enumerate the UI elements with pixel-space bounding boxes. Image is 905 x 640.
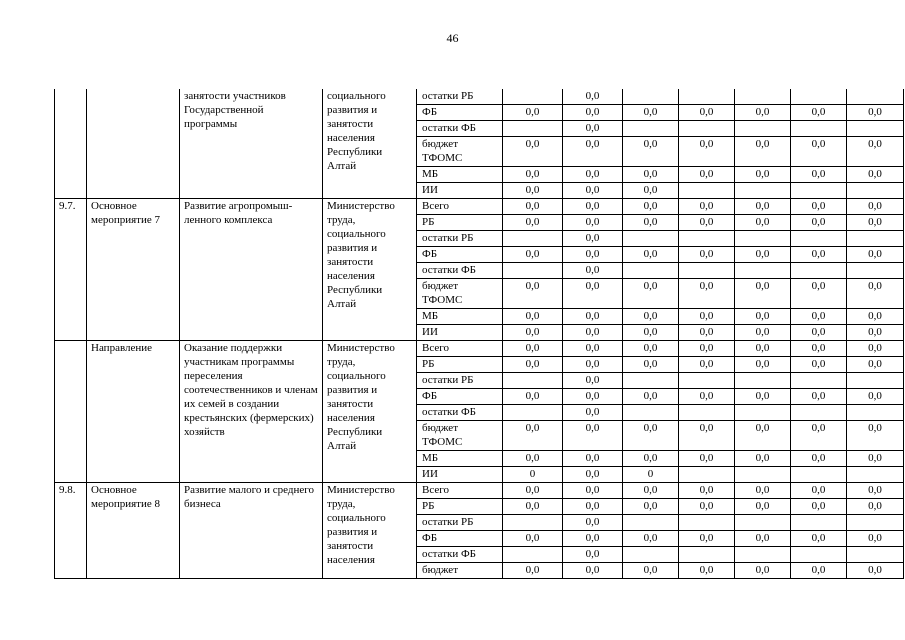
value-cell: 0,0 xyxy=(791,563,847,579)
value-cell: 0,0 xyxy=(791,325,847,341)
value-cell: 0,0 xyxy=(679,215,735,231)
value-cell: 0,0 xyxy=(679,421,735,451)
funding-source-cell: ФБ xyxy=(417,105,503,121)
value-cell: 0,0 xyxy=(503,137,563,167)
value-cell xyxy=(791,467,847,483)
value-cell xyxy=(679,515,735,531)
value-cell xyxy=(847,467,904,483)
value-cell xyxy=(735,231,791,247)
value-cell: 0,0 xyxy=(735,137,791,167)
value-cell xyxy=(735,183,791,199)
value-cell xyxy=(847,547,904,563)
value-cell: 0,0 xyxy=(563,309,623,325)
value-cell: 0,0 xyxy=(735,531,791,547)
value-cell xyxy=(503,231,563,247)
value-cell: 0,0 xyxy=(791,451,847,467)
value-cell: 0,0 xyxy=(679,483,735,499)
value-cell xyxy=(847,121,904,137)
value-cell xyxy=(679,121,735,137)
value-cell: 0,0 xyxy=(735,199,791,215)
value-cell: 0,0 xyxy=(563,167,623,183)
value-cell: 0,0 xyxy=(503,183,563,199)
value-cell xyxy=(735,547,791,563)
funding-source-cell: остатки ФБ xyxy=(417,547,503,563)
value-cell xyxy=(791,89,847,105)
value-cell: 0,0 xyxy=(847,247,904,263)
value-cell xyxy=(503,405,563,421)
value-cell xyxy=(847,405,904,421)
value-cell xyxy=(623,231,679,247)
value-cell xyxy=(679,405,735,421)
value-cell: 0,0 xyxy=(735,325,791,341)
value-cell xyxy=(623,121,679,137)
executor-cell: социального развития и занятости населения Республики Алтай xyxy=(323,89,417,199)
value-cell: 0,0 xyxy=(735,499,791,515)
value-cell xyxy=(735,405,791,421)
value-cell: 0,0 xyxy=(563,121,623,137)
funding-source-cell: МБ xyxy=(417,451,503,467)
value-cell: 0,0 xyxy=(791,499,847,515)
value-cell: 0,0 xyxy=(735,247,791,263)
value-cell: 0,0 xyxy=(791,279,847,309)
value-cell: 0,0 xyxy=(679,341,735,357)
value-cell: 0,0 xyxy=(563,215,623,231)
budget-table xyxy=(54,89,904,579)
funding-source-cell: ИИ xyxy=(417,325,503,341)
value-cell: 0,0 xyxy=(623,183,679,199)
value-cell: 0,0 xyxy=(791,531,847,547)
value-cell xyxy=(791,547,847,563)
value-cell: 0,0 xyxy=(623,389,679,405)
value-cell xyxy=(623,89,679,105)
value-cell: 0,0 xyxy=(791,309,847,325)
value-cell xyxy=(735,515,791,531)
value-cell xyxy=(791,231,847,247)
value-cell: 0,0 xyxy=(563,357,623,373)
value-cell: 0,0 xyxy=(791,421,847,451)
value-cell: 0,0 xyxy=(847,531,904,547)
funding-source-cell: ИИ xyxy=(417,467,503,483)
value-cell: 0,0 xyxy=(503,247,563,263)
value-cell xyxy=(503,373,563,389)
funding-source-cell: ФБ xyxy=(417,389,503,405)
value-cell: 0,0 xyxy=(791,483,847,499)
value-cell xyxy=(791,515,847,531)
value-cell: 0,0 xyxy=(563,405,623,421)
value-cell: 0,0 xyxy=(563,483,623,499)
value-cell: 0,0 xyxy=(503,167,563,183)
value-cell: 0,0 xyxy=(563,325,623,341)
item-type-cell: Основное мероприятие 8 xyxy=(87,483,180,579)
value-cell: 0,0 xyxy=(503,325,563,341)
value-cell: 0,0 xyxy=(503,341,563,357)
value-cell: 0,0 xyxy=(847,421,904,451)
value-cell: 0,0 xyxy=(735,421,791,451)
value-cell: 0,0 xyxy=(735,167,791,183)
item-type-cell: Основное мероприятие 7 xyxy=(87,199,180,341)
item-name-cell: Оказание поддержки участникам программы переселения соотечественников и членам их семей в создании крестьянских (фермерских) хозяйств xyxy=(180,341,323,483)
value-cell: 0,0 xyxy=(623,563,679,579)
value-cell: 0,0 xyxy=(623,499,679,515)
value-cell xyxy=(847,89,904,105)
value-cell: 0,0 xyxy=(623,105,679,121)
funding-source-cell: ИИ xyxy=(417,183,503,199)
value-cell: 0,0 xyxy=(563,105,623,121)
item-type-cell xyxy=(87,89,180,199)
page-number: 46 xyxy=(446,31,459,45)
value-cell: 0,0 xyxy=(503,279,563,309)
value-cell: 0,0 xyxy=(735,341,791,357)
value-cell xyxy=(623,515,679,531)
value-cell: 0,0 xyxy=(847,499,904,515)
value-cell: 0,0 xyxy=(563,515,623,531)
funding-source-cell: остатки ФБ xyxy=(417,405,503,421)
value-cell xyxy=(791,121,847,137)
value-cell: 0,0 xyxy=(623,167,679,183)
value-cell: 0,0 xyxy=(623,341,679,357)
value-cell: 0,0 xyxy=(679,451,735,467)
value-cell: 0,0 xyxy=(847,215,904,231)
value-cell: 0,0 xyxy=(847,309,904,325)
value-cell: 0,0 xyxy=(503,389,563,405)
value-cell xyxy=(791,183,847,199)
value-cell: 0,0 xyxy=(791,389,847,405)
funding-source-cell: МБ xyxy=(417,309,503,325)
value-cell: 0,0 xyxy=(735,483,791,499)
value-cell xyxy=(735,89,791,105)
value-cell: 0,0 xyxy=(563,137,623,167)
value-cell: 0,0 xyxy=(791,167,847,183)
value-cell: 0,0 xyxy=(847,563,904,579)
value-cell: 0,0 xyxy=(563,499,623,515)
value-cell: 0,0 xyxy=(563,89,623,105)
value-cell xyxy=(679,183,735,199)
value-cell: 0,0 xyxy=(735,309,791,325)
value-cell: 0,0 xyxy=(503,451,563,467)
funding-source-cell: остатки ФБ xyxy=(417,263,503,279)
value-cell: 0,0 xyxy=(563,183,623,199)
value-cell xyxy=(735,121,791,137)
value-cell: 0,0 xyxy=(503,531,563,547)
executor-cell: Министерство труда, социального развития и занятости населения Республики Алтай xyxy=(323,341,417,483)
value-cell xyxy=(503,263,563,279)
value-cell: 0,0 xyxy=(563,231,623,247)
item-number-cell xyxy=(55,341,87,483)
value-cell xyxy=(679,231,735,247)
value-cell: 0,0 xyxy=(623,279,679,309)
value-cell xyxy=(847,183,904,199)
value-cell: 0,0 xyxy=(563,563,623,579)
value-cell: 0,0 xyxy=(679,279,735,309)
value-cell: 0,0 xyxy=(679,137,735,167)
value-cell: 0,0 xyxy=(679,531,735,547)
value-cell: 0,0 xyxy=(503,215,563,231)
value-cell: 0,0 xyxy=(791,357,847,373)
funding-source-cell: остатки ФБ xyxy=(417,121,503,137)
item-number-cell: 9.8. xyxy=(55,483,87,579)
funding-source-cell: ФБ xyxy=(417,247,503,263)
value-cell xyxy=(791,373,847,389)
value-cell: 0,0 xyxy=(503,199,563,215)
value-cell: 0,0 xyxy=(847,199,904,215)
value-cell xyxy=(503,515,563,531)
funding-source-cell: ФБ xyxy=(417,531,503,547)
value-cell: 0,0 xyxy=(679,199,735,215)
value-cell xyxy=(503,547,563,563)
value-cell: 0,0 xyxy=(623,215,679,231)
table-row xyxy=(55,483,904,499)
value-cell xyxy=(847,373,904,389)
value-cell: 0,0 xyxy=(503,309,563,325)
value-cell xyxy=(679,467,735,483)
value-cell: 0,0 xyxy=(679,105,735,121)
funding-source-cell: Всего xyxy=(417,341,503,357)
item-number-cell xyxy=(55,89,87,199)
funding-source-cell: бюджет ТФОМС xyxy=(417,279,503,309)
item-number-cell: 9.7. xyxy=(55,199,87,341)
executor-cell: Министерство труда, социального развития и занятости населения xyxy=(323,483,417,579)
value-cell: 0,0 xyxy=(503,499,563,515)
value-cell: 0,0 xyxy=(623,421,679,451)
value-cell: 0,0 xyxy=(503,105,563,121)
value-cell: 0,0 xyxy=(735,105,791,121)
value-cell xyxy=(791,263,847,279)
value-cell xyxy=(623,547,679,563)
funding-source-cell: РБ xyxy=(417,499,503,515)
value-cell: 0,0 xyxy=(735,389,791,405)
value-cell: 0,0 xyxy=(623,137,679,167)
value-cell: 0,0 xyxy=(791,247,847,263)
value-cell: 0,0 xyxy=(679,499,735,515)
table-row xyxy=(55,341,904,357)
value-cell: 0,0 xyxy=(563,531,623,547)
value-cell: 0,0 xyxy=(563,547,623,563)
item-name-cell: Развитие агропромыш-ленного комплекса xyxy=(180,199,323,341)
value-cell: 0,0 xyxy=(847,167,904,183)
value-cell: 0,0 xyxy=(563,247,623,263)
value-cell: 0,0 xyxy=(503,563,563,579)
value-cell: 0,0 xyxy=(791,341,847,357)
value-cell: 0,0 xyxy=(679,167,735,183)
funding-source-cell: остатки РБ xyxy=(417,231,503,247)
funding-source-cell: Всего xyxy=(417,483,503,499)
value-cell xyxy=(735,373,791,389)
value-cell: 0,0 xyxy=(735,451,791,467)
value-cell: 0,0 xyxy=(847,483,904,499)
funding-source-cell: бюджет xyxy=(417,563,503,579)
value-cell xyxy=(623,373,679,389)
value-cell: 0,0 xyxy=(503,357,563,373)
value-cell: 0,0 xyxy=(735,563,791,579)
value-cell xyxy=(735,467,791,483)
value-cell xyxy=(679,89,735,105)
value-cell xyxy=(503,89,563,105)
value-cell: 0,0 xyxy=(679,247,735,263)
value-cell xyxy=(503,121,563,137)
value-cell xyxy=(847,515,904,531)
value-cell: 0,0 xyxy=(735,215,791,231)
funding-source-cell: МБ xyxy=(417,167,503,183)
value-cell: 0,0 xyxy=(847,389,904,405)
value-cell: 0,0 xyxy=(735,279,791,309)
value-cell: 0,0 xyxy=(847,105,904,121)
table-row xyxy=(55,89,904,105)
value-cell: 0,0 xyxy=(563,341,623,357)
value-cell: 0,0 xyxy=(791,137,847,167)
value-cell: 0,0 xyxy=(623,357,679,373)
funding-source-cell: РБ xyxy=(417,357,503,373)
value-cell: 0,0 xyxy=(679,325,735,341)
funding-source-cell: остатки РБ xyxy=(417,89,503,105)
value-cell xyxy=(735,263,791,279)
value-cell xyxy=(679,373,735,389)
value-cell: 0,0 xyxy=(563,451,623,467)
value-cell: 0,0 xyxy=(563,373,623,389)
value-cell: 0,0 xyxy=(623,531,679,547)
value-cell xyxy=(623,263,679,279)
funding-source-cell: остатки РБ xyxy=(417,373,503,389)
value-cell: 0,0 xyxy=(623,247,679,263)
value-cell: 0,0 xyxy=(623,199,679,215)
value-cell: 0,0 xyxy=(791,199,847,215)
value-cell: 0,0 xyxy=(563,421,623,451)
value-cell: 0 xyxy=(503,467,563,483)
value-cell: 0,0 xyxy=(623,309,679,325)
funding-source-cell: Всего xyxy=(417,199,503,215)
value-cell: 0,0 xyxy=(847,357,904,373)
funding-source-cell: РБ xyxy=(417,215,503,231)
value-cell xyxy=(679,263,735,279)
value-cell: 0,0 xyxy=(679,357,735,373)
value-cell: 0 xyxy=(623,467,679,483)
value-cell xyxy=(847,231,904,247)
value-cell: 0,0 xyxy=(847,341,904,357)
item-name-cell: Развитие малого и среднего бизнеса xyxy=(180,483,323,579)
value-cell: 0,0 xyxy=(563,263,623,279)
value-cell: 0,0 xyxy=(679,389,735,405)
item-type-cell: Направление xyxy=(87,341,180,483)
value-cell: 0,0 xyxy=(503,483,563,499)
value-cell: 0,0 xyxy=(679,563,735,579)
value-cell: 0,0 xyxy=(735,357,791,373)
value-cell: 0,0 xyxy=(847,137,904,167)
value-cell: 0,0 xyxy=(503,421,563,451)
value-cell: 0,0 xyxy=(847,451,904,467)
table-row xyxy=(55,199,904,215)
executor-cell: Министерство труда, социального развития и занятости населения Республики Алтай xyxy=(323,199,417,341)
value-cell xyxy=(623,405,679,421)
value-cell: 0,0 xyxy=(791,105,847,121)
funding-source-cell: бюджет ТФОМС xyxy=(417,137,503,167)
value-cell: 0,0 xyxy=(791,215,847,231)
value-cell: 0,0 xyxy=(563,199,623,215)
value-cell: 0,0 xyxy=(679,309,735,325)
value-cell: 0,0 xyxy=(847,325,904,341)
funding-source-cell: остатки РБ xyxy=(417,515,503,531)
value-cell: 0,0 xyxy=(563,389,623,405)
value-cell: 0,0 xyxy=(623,325,679,341)
value-cell xyxy=(847,263,904,279)
value-cell xyxy=(679,547,735,563)
value-cell: 0,0 xyxy=(847,279,904,309)
value-cell: 0,0 xyxy=(623,451,679,467)
value-cell: 0,0 xyxy=(563,467,623,483)
item-name-cell: занятости участников Государственной программы xyxy=(180,89,323,199)
funding-source-cell: бюджет ТФОМС xyxy=(417,421,503,451)
value-cell: 0,0 xyxy=(563,279,623,309)
value-cell: 0,0 xyxy=(623,483,679,499)
value-cell xyxy=(791,405,847,421)
